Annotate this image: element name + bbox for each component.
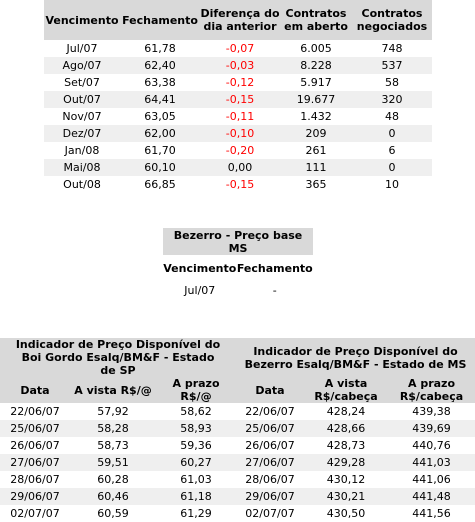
- vencimento-cell: Out/08: [63, 178, 101, 191]
- boi-data-cell: 28/06/07: [10, 473, 60, 486]
- bezerro-avista-cell: 428,24: [326, 405, 366, 418]
- boi-avista-cell: 60,59: [97, 507, 129, 520]
- bezerro-indicator-title: Indicador de Preço Disponível do Bezerro Esalq/BM&F - Estado de MS: [236, 338, 475, 377]
- bezerro-header-aprazo: A prazo R$/cabeça: [388, 377, 475, 403]
- header-contratos-negociados: Contratos negociados: [352, 0, 432, 40]
- boi-data-cell: 29/06/07: [0, 488, 70, 505]
- table-row: [44, 57, 432, 74]
- bezerro-header-fechamento: Fechamento: [236, 262, 313, 275]
- vencimento-cell: Ago/07: [44, 57, 120, 74]
- bezerro-price-table: [163, 228, 313, 299]
- boi-data-cell: 02/07/07: [10, 507, 60, 520]
- bezerro-aprazo-cell: 441,06: [412, 473, 451, 486]
- diferenca-cell: -0,15: [225, 178, 255, 191]
- table-row: [0, 471, 475, 488]
- bezerro-avista-cell: 429,28: [304, 454, 388, 471]
- fechamento-cell: 61,70: [144, 144, 176, 157]
- boi-aprazo-cell: 59,36: [180, 439, 212, 452]
- bezerro-fechamento-value: -: [272, 284, 277, 297]
- diferenca-cell: -0,03: [200, 57, 280, 74]
- bezerro-header-vencimento: Vencimento: [163, 262, 237, 275]
- bezerro-data-cell: 22/06/07: [245, 405, 295, 418]
- fechamento-cell: 62,00: [120, 125, 200, 142]
- table-row: [0, 505, 475, 522]
- table-row: [44, 74, 432, 91]
- vencimento-cell: Set/07: [64, 76, 100, 89]
- contratos-negociados-cell: 6: [388, 144, 396, 157]
- contratos-aberto-cell: 261: [305, 144, 327, 157]
- futures-header-row: [44, 0, 432, 40]
- bezerro-data-cell: 28/06/07: [245, 473, 295, 486]
- boi-aprazo-cell: 60,27: [156, 454, 236, 471]
- fechamento-cell: 63,05: [144, 110, 176, 123]
- header-fechamento: Fechamento: [120, 0, 200, 40]
- bezerro-header-data: Data: [236, 377, 304, 403]
- contratos-aberto-cell: 8.228: [280, 57, 352, 74]
- bezerro-vencimento-value: Jul/07: [184, 284, 216, 297]
- header-diferenca: Diferença do dia anterior: [200, 0, 280, 40]
- contratos-negociados-cell: 537: [352, 57, 432, 74]
- contratos-aberto-cell: 209: [280, 125, 352, 142]
- vencimento-cell: Dez/07: [44, 125, 120, 142]
- contratos-negociados-cell: 0: [352, 159, 432, 176]
- boi-data-cell: 27/06/07: [0, 454, 70, 471]
- contratos-aberto-cell: 1.432: [300, 110, 332, 123]
- bezerro-avista-cell: 430,50: [326, 507, 366, 520]
- table-row: [0, 437, 475, 454]
- futures-table-body: [44, 40, 432, 193]
- diferenca-cell: -0,20: [225, 144, 255, 157]
- contratos-aberto-cell: 111: [280, 159, 352, 176]
- fechamento-cell: 66,85: [144, 178, 176, 191]
- bezerro-data-cell: 29/06/07: [236, 488, 304, 505]
- contratos-negociados-cell: 748: [381, 42, 403, 55]
- diferenca-cell: -0,10: [200, 125, 280, 142]
- bezerro-data-cell: 26/06/07: [245, 439, 295, 452]
- table-row: [44, 142, 432, 159]
- boi-header-aprazo: A prazo R$/@: [156, 377, 236, 403]
- vencimento-cell: Nov/07: [62, 110, 102, 123]
- contratos-aberto-cell: 5.917: [300, 76, 332, 89]
- vencimento-cell: Mai/08: [44, 159, 120, 176]
- bezerro-avista-cell: 430,21: [304, 488, 388, 505]
- fechamento-cell: 61,78: [144, 42, 176, 55]
- futures-contracts-table: [44, 0, 432, 193]
- bezerro-aprazo-cell: 441,03: [388, 454, 475, 471]
- contratos-negociados-cell: 320: [352, 91, 432, 108]
- fechamento-cell: 60,10: [120, 159, 200, 176]
- bezerro-avista-cell: 430,12: [326, 473, 366, 486]
- table-row: [44, 91, 432, 108]
- contratos-negociados-cell: 48: [385, 110, 399, 123]
- bezerro-data-cell: 25/06/07: [236, 420, 304, 437]
- bezerro-avista-cell: 428,73: [326, 439, 366, 452]
- boi-avista-cell: 58,73: [97, 439, 129, 452]
- table-row: [0, 420, 475, 437]
- contratos-negociados-cell: 10: [385, 178, 399, 191]
- contratos-aberto-cell: 365: [305, 178, 327, 191]
- contratos-aberto-cell: 6.005: [300, 42, 332, 55]
- bezerro-header-avista: A vista R$/cabeça: [304, 377, 388, 403]
- diferenca-cell: -0,15: [200, 91, 280, 108]
- header-contratos-aberto: Contratos em aberto: [280, 0, 352, 40]
- boi-aprazo-cell: 58,62: [180, 405, 212, 418]
- boi-indicator-title: Indicador de Preço Disponível do Boi Gordo Esalq/BM&F - Estado de SP: [0, 338, 236, 377]
- boi-avista-cell: 59,51: [70, 454, 156, 471]
- bezerro-data-cell: 02/07/07: [245, 507, 295, 520]
- diferenca-cell: -0,07: [225, 42, 255, 55]
- price-indicators-table: [0, 338, 475, 522]
- table-row: [44, 176, 432, 193]
- boi-header-avista: A vista R$/@: [70, 377, 156, 403]
- diferenca-cell: -0,11: [225, 110, 255, 123]
- fechamento-cell: 64,41: [120, 91, 200, 108]
- boi-data-cell: 25/06/07: [0, 420, 70, 437]
- boi-aprazo-cell: 58,93: [156, 420, 236, 437]
- table-row: [44, 125, 432, 142]
- indicators-table-body: [0, 403, 475, 522]
- table-row: [0, 454, 475, 471]
- table-row: [44, 159, 432, 176]
- bezerro-aprazo-cell: 439,69: [388, 420, 475, 437]
- table-row: [0, 403, 475, 420]
- bezerro-aprazo-cell: 440,76: [412, 439, 451, 452]
- bezerro-avista-cell: 428,66: [304, 420, 388, 437]
- diferenca-cell: 0,00: [200, 159, 280, 176]
- table-row: [163, 282, 313, 299]
- table-row: [0, 488, 475, 505]
- boi-aprazo-cell: 61,18: [156, 488, 236, 505]
- fechamento-cell: 62,40: [120, 57, 200, 74]
- boi-data-cell: 22/06/07: [10, 405, 60, 418]
- vencimento-cell: Jan/08: [64, 144, 100, 157]
- header-vencimento: Vencimento: [44, 0, 120, 40]
- boi-aprazo-cell: 61,29: [180, 507, 212, 520]
- vencimento-cell: Out/07: [44, 91, 120, 108]
- vencimento-cell: Jul/07: [66, 42, 98, 55]
- boi-header-data: Data: [0, 377, 70, 403]
- bezerro-data-cell: 27/06/07: [236, 454, 304, 471]
- boi-avista-cell: 60,28: [97, 473, 129, 486]
- boi-avista-cell: 60,46: [70, 488, 156, 505]
- fechamento-cell: 63,38: [144, 76, 176, 89]
- bezerro-aprazo-cell: 439,38: [412, 405, 451, 418]
- bezerro-aprazo-cell: 441,56: [412, 507, 451, 520]
- boi-avista-cell: 58,28: [70, 420, 156, 437]
- table-row: [44, 108, 432, 125]
- contratos-negociados-cell: 58: [385, 76, 399, 89]
- boi-data-cell: 26/06/07: [10, 439, 60, 452]
- contratos-aberto-cell: 19.677: [280, 91, 352, 108]
- bezerro-aprazo-cell: 441,48: [388, 488, 475, 505]
- boi-aprazo-cell: 61,03: [180, 473, 212, 486]
- boi-avista-cell: 57,92: [97, 405, 129, 418]
- bezerro-table-title: Bezerro - Preço base MS: [163, 228, 313, 255]
- diferenca-cell: -0,12: [225, 76, 255, 89]
- contratos-negociados-cell: 0: [352, 125, 432, 142]
- table-row: [44, 40, 432, 57]
